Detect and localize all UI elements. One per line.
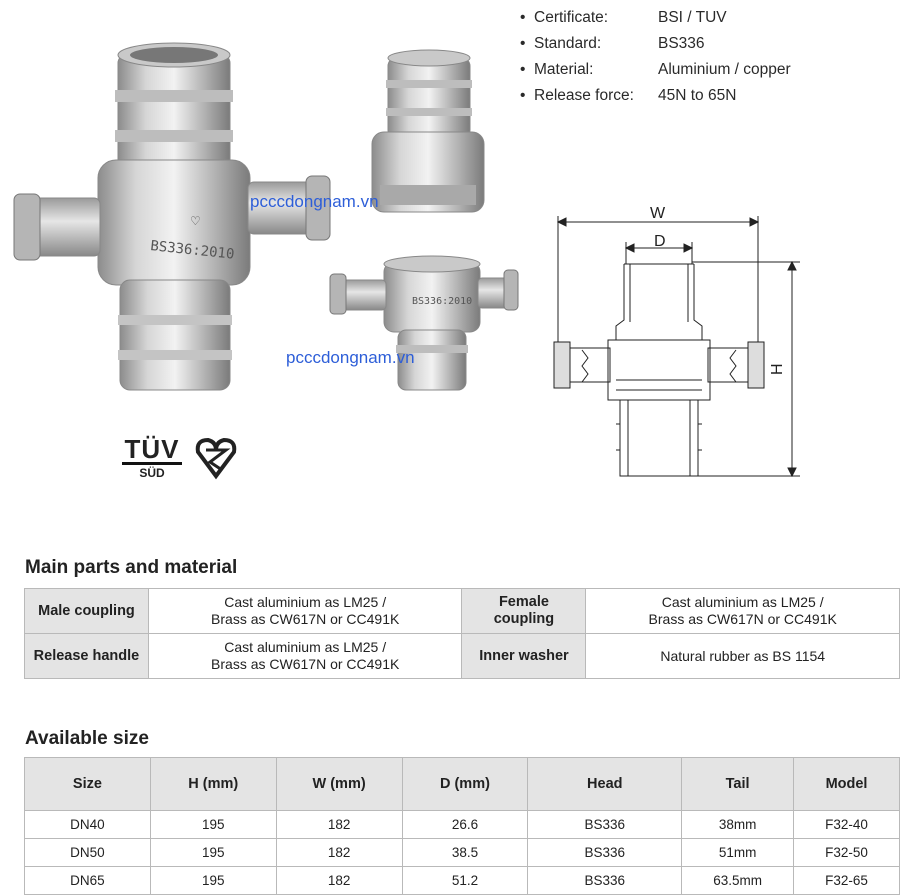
- column-header: Model: [794, 758, 900, 811]
- parts-section-title: Main parts and material: [25, 557, 238, 578]
- spec-row-release-force: • Release force: 45N to 65N: [520, 87, 737, 104]
- part-name: Female coupling: [462, 589, 586, 634]
- table-cell: BS336: [528, 811, 682, 839]
- table-cell: 51mm: [682, 839, 794, 867]
- table-header-row: [25, 758, 900, 811]
- table-cell: 195: [150, 839, 276, 867]
- part-material: Cast aluminium as LM25 / Brass as CW617N or CC491K: [586, 589, 900, 634]
- part-name: Male coupling: [25, 589, 149, 634]
- diagram-label-h: H: [769, 363, 786, 375]
- diagram-label-w: W: [650, 205, 666, 222]
- spec-row-certificate: • Certificate: BSI / TUV: [520, 9, 727, 26]
- table-cell: 182: [276, 867, 402, 895]
- table-cell: BS336: [528, 839, 682, 867]
- table-cell: DN50: [25, 839, 151, 867]
- table-cell: F32-40: [794, 811, 900, 839]
- column-header: H (mm): [150, 758, 276, 811]
- sizes-section-title: Available size: [25, 728, 149, 749]
- engraving-text: BS336:2010: [149, 238, 236, 263]
- part-material: Natural rubber as BS 1154: [586, 634, 900, 679]
- spec-row-material: • Material: Aluminium / copper: [520, 61, 791, 78]
- column-header: Head: [528, 758, 682, 811]
- table-cell: BS336: [528, 867, 682, 895]
- table-cell: 63.5mm: [682, 867, 794, 895]
- part-name: Inner washer: [462, 634, 586, 679]
- dimension-diagram: [550, 200, 810, 490]
- sizes-table: [24, 757, 900, 895]
- parts-table: [24, 588, 900, 679]
- engraving-text-small: BS336:2010: [412, 296, 473, 307]
- column-header: Size: [25, 758, 151, 811]
- watermark-text: pcccdongnam.vn: [286, 348, 415, 367]
- table-cell: 182: [276, 839, 402, 867]
- female-coupling-image: [330, 256, 518, 390]
- column-header: W (mm): [276, 758, 402, 811]
- table-cell: F32-50: [794, 839, 900, 867]
- table-cell: 38mm: [682, 811, 794, 839]
- svg-text:♡: ♡: [190, 214, 201, 228]
- table-cell: 51.2: [402, 867, 528, 895]
- column-header: D (mm): [402, 758, 528, 811]
- table-row: [25, 811, 900, 839]
- male-coupling-image: [372, 50, 484, 212]
- kitemark-icon: [194, 436, 238, 480]
- part-material: Cast aluminium as LM25 / Brass as CW617N or CC491K: [148, 634, 462, 679]
- table-cell: 182: [276, 811, 402, 839]
- table-row: [25, 634, 900, 679]
- table-row: [25, 589, 900, 634]
- table-row: [25, 839, 900, 867]
- column-header: Tail: [682, 758, 794, 811]
- diagram-label-d: D: [654, 233, 666, 250]
- table-cell: 38.5: [402, 839, 528, 867]
- table-cell: 26.6: [402, 811, 528, 839]
- tuv-sud-logo: TÜV SÜD: [122, 436, 182, 481]
- table-cell: 195: [150, 867, 276, 895]
- watermark-text: pcccdongnam.vn: [250, 192, 379, 211]
- table-cell: 195: [150, 811, 276, 839]
- table-cell: DN40: [25, 811, 151, 839]
- table-cell: F32-65: [794, 867, 900, 895]
- large-coupling-image: [14, 43, 330, 390]
- part-name: Release handle: [25, 634, 149, 679]
- part-material: Cast aluminium as LM25 / Brass as CW617N or CC491K: [148, 589, 462, 634]
- table-cell: DN65: [25, 867, 151, 895]
- table-row: [25, 867, 900, 895]
- spec-list: [520, 6, 900, 110]
- spec-row-standard: • Standard: BS336: [520, 35, 705, 52]
